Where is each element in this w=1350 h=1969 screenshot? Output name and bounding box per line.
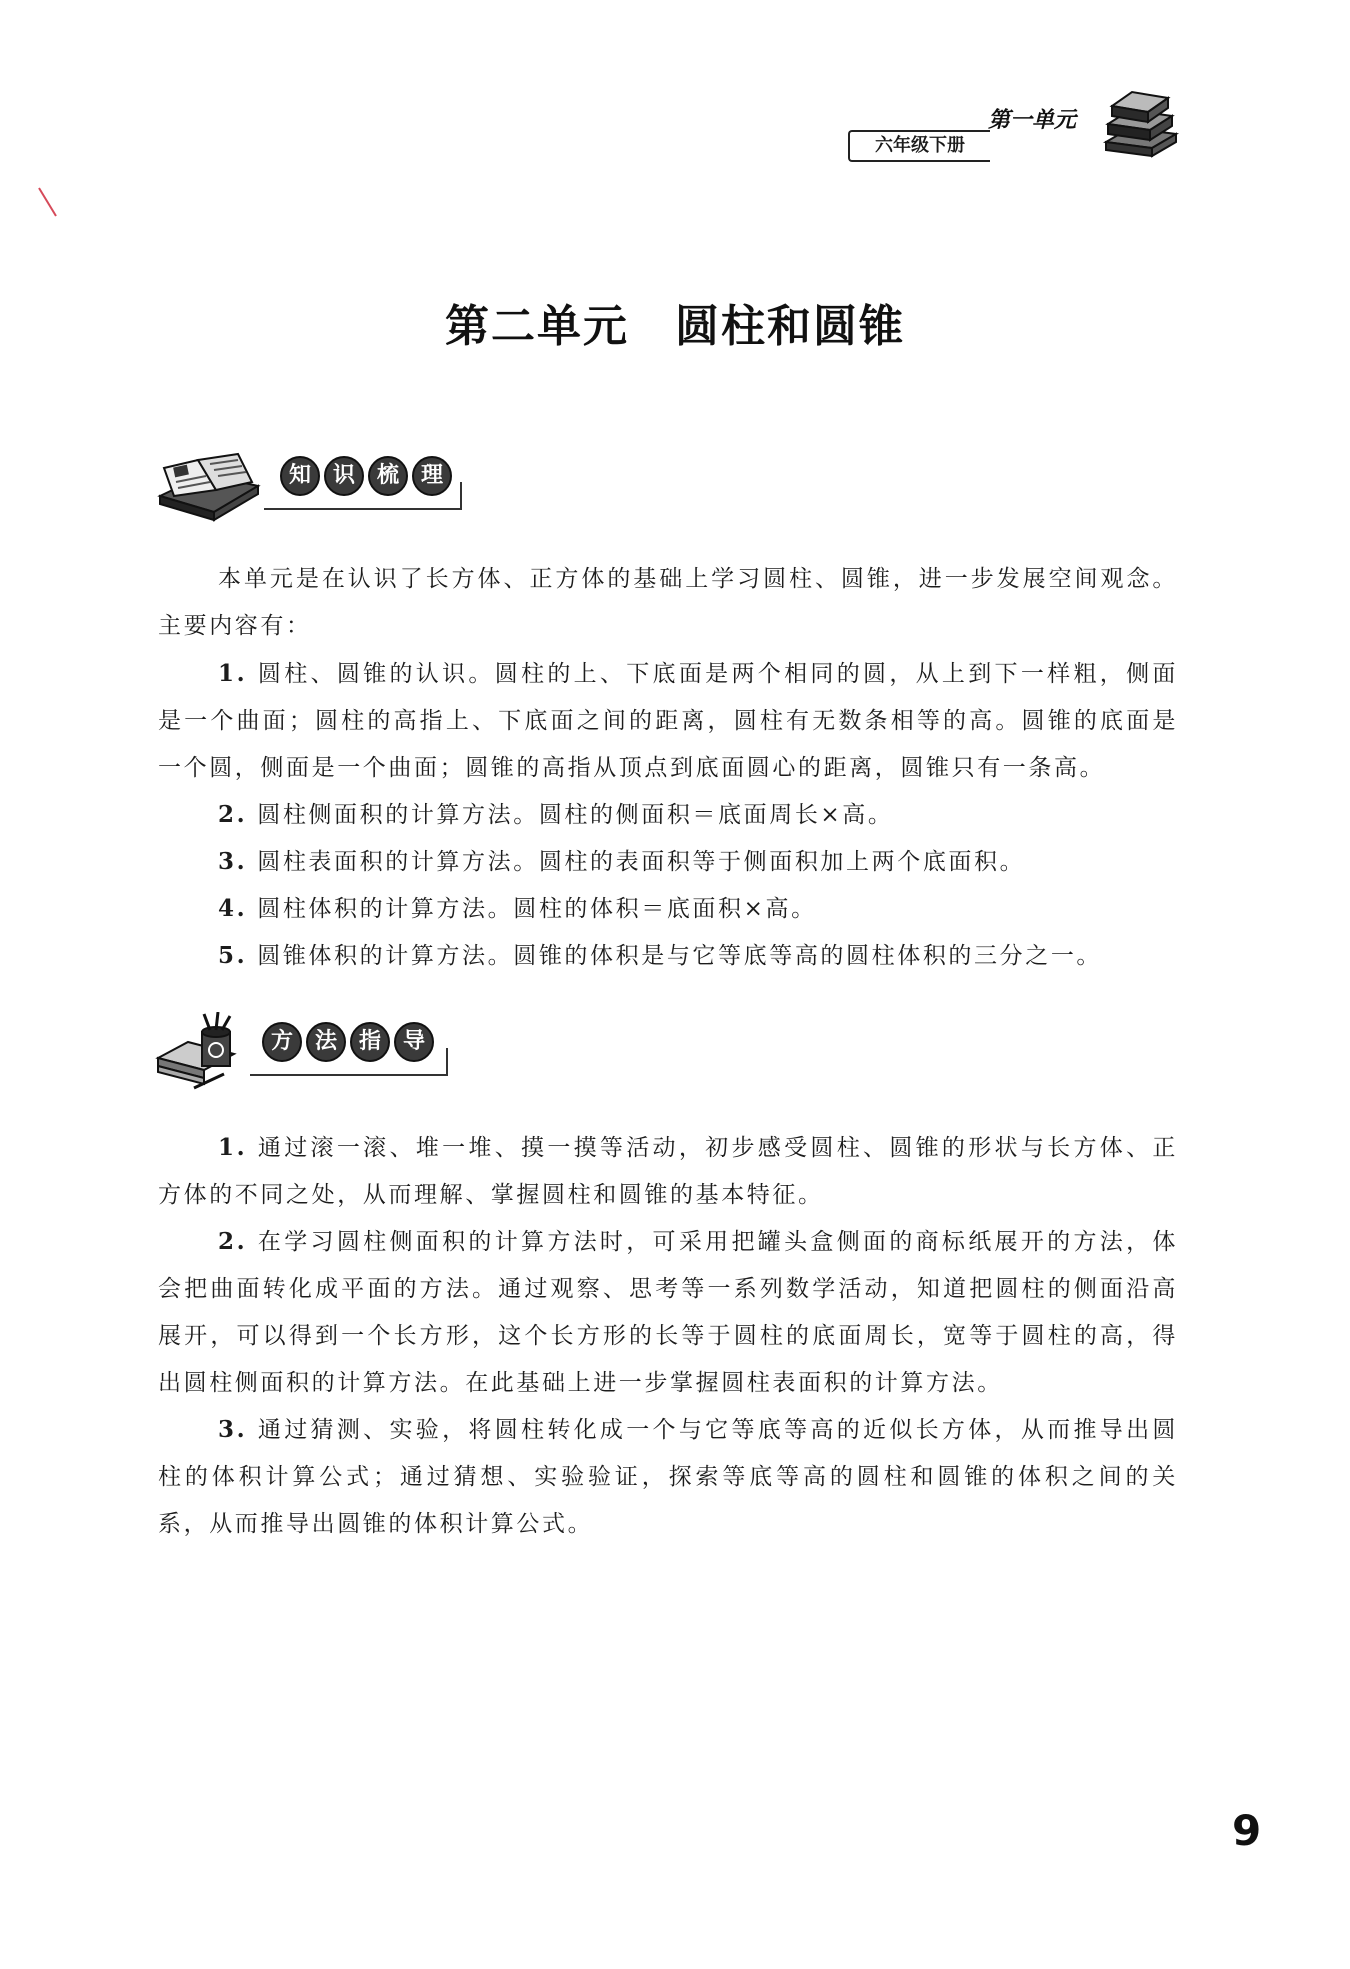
section-1-item <box>158 791 1178 839</box>
pencil-cup-icon <box>154 1012 264 1092</box>
section-1-item <box>158 838 1178 886</box>
section-1-item <box>158 650 1178 792</box>
section-banner-methods <box>154 1012 454 1092</box>
section-2-item <box>158 1124 1178 1219</box>
heading-underline <box>264 482 462 510</box>
item-number: 4. <box>218 895 248 922</box>
heading-char: 识 <box>324 456 364 496</box>
section-1-intro: 本单元是在认识了长方体、正方体的基础上学习圆柱、圆锥，进一步发展空间观念。主要内容有： <box>158 566 1178 639</box>
item-number: 2. <box>218 801 248 828</box>
item-text: 在学习圆柱侧面积的计算方法时，可采用把罐头盒侧面的商标纸展开的方法，体会把曲面转化成平面的方法。通过观察、思考等一系列数学活动，知道把圆柱的侧面沿高展开，可以得到一个长方形，这个长方形的长等于圆柱的底面周长，宽等于圆柱的高，得出圆柱侧面积的计算方法。在此基础上进一步掌握圆柱表面积的计算方法。 <box>158 1229 1178 1396</box>
heading-char: 法 <box>306 1022 346 1062</box>
heading-char: 指 <box>350 1022 390 1062</box>
section-banner-knowledge <box>154 446 474 526</box>
item-text: 圆柱体积的计算方法。圆柱的体积＝底面积×高。 <box>257 896 817 922</box>
item-number: 3. <box>218 1416 248 1443</box>
section-1-item <box>158 885 1178 933</box>
heading-underline <box>250 1048 448 1076</box>
heading-char: 梳 <box>368 456 408 496</box>
item-number: 2. <box>218 1228 248 1255</box>
item-number: 1. <box>218 1134 248 1161</box>
item-text: 通过滚一滚、堆一堆、摸一摸等活动，初步感受圆柱、圆锥的形状与长方体、正方体的不同之处，从而理解、掌握圆柱和圆锥的基本特征。 <box>158 1135 1178 1208</box>
item-number: 1. <box>218 660 248 687</box>
open-book-icon <box>154 446 264 526</box>
item-text: 圆锥体积的计算方法。圆锥的体积是与它等底等高的圆柱体积的三分之一。 <box>257 943 1103 969</box>
item-number: 3. <box>218 848 248 875</box>
section-2-item <box>158 1406 1178 1548</box>
heading-char: 知 <box>280 456 320 496</box>
book-stack-icon <box>1100 90 1180 162</box>
item-text: 通过猜测、实验，将圆柱转化成一个与它等底等高的近似长方体，从而推导出圆柱的体积计算公式；通过猜想、实验验证，探索等底等高的圆柱和圆锥的体积之间的关系，从而推导出圆锥的体积计算公式。 <box>158 1417 1178 1537</box>
heading-char: 导 <box>394 1022 434 1062</box>
chapter-title: 第二单元 圆柱和圆锥 <box>445 301 905 352</box>
section-2-item <box>158 1218 1178 1407</box>
item-text: 圆柱侧面积的计算方法。圆柱的侧面积＝底面周长×高。 <box>257 802 894 828</box>
page-number: 9 <box>1232 1806 1262 1855</box>
pen-mark <box>36 186 60 220</box>
item-text: 圆柱表面积的计算方法。圆柱的表面积等于侧面积加上两个底面积。 <box>257 849 1026 875</box>
item-text: 圆柱、圆锥的认识。圆柱的上、下底面是两个相同的圆，从上到下一样粗，侧面是一个曲面；圆柱的高指上、下底面之间的距离，圆柱有无数条相等的高。圆锥的底面是一个圆，侧面是一个曲面；圆锥的高指从顶点到底面圆心的距离，圆锥只有一条高。 <box>158 661 1178 781</box>
section-1-item <box>158 932 1178 980</box>
heading-char: 理 <box>412 456 452 496</box>
unit-label: 第一单元 <box>988 108 1077 133</box>
heading-char: 方 <box>262 1022 302 1062</box>
grade-label: 六年级下册 <box>848 130 990 162</box>
item-number: 5. <box>218 942 248 969</box>
